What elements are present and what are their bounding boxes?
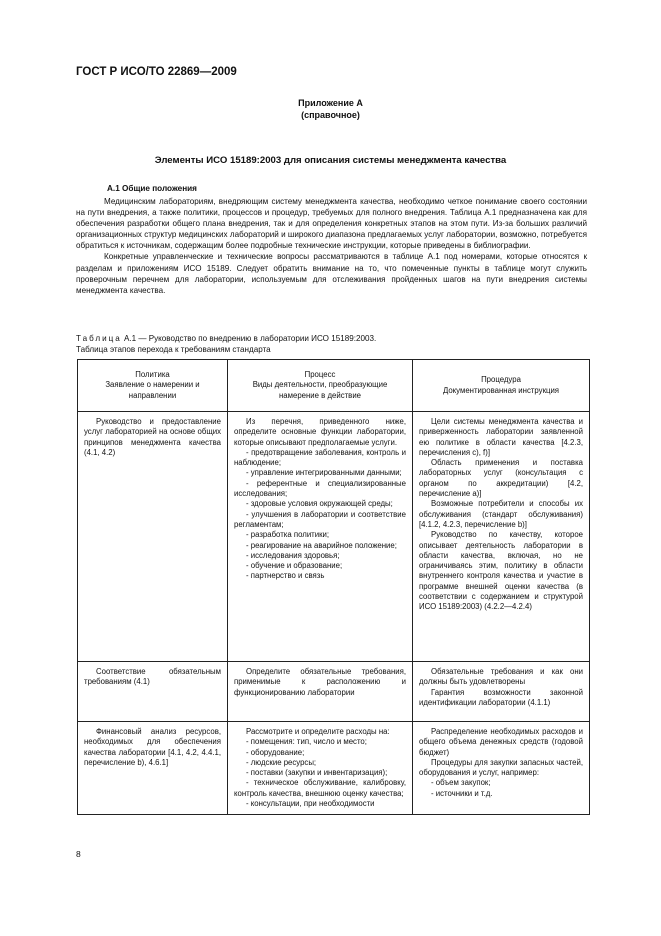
- policy-cell: Руководство и предоставление услуг лабораторией на основе общих принципов менеджмента качества (4.1, 4.2): [78, 412, 228, 662]
- table-caption-label: Таблица: [76, 334, 122, 343]
- table-row: [78, 662, 590, 722]
- table-row: [78, 412, 590, 662]
- document-title: Элементы ИСО 15189:2003 для описания системы менеджмента качества: [154, 155, 507, 166]
- procedure-cell: Обязательные требования и как они должны быть удовлетворены Гарантия возможности законной идентификации лаборатории (4.1.1): [413, 662, 590, 722]
- policy-cell: Финансовый анализ ресурсов, необходимых для обеспечения качества лаборатории [4.1, 4.2, 4.4.1, перечисление b), 4.6.1]: [78, 722, 228, 815]
- table-row: [78, 722, 590, 815]
- page-header: ГОСТ Р ИСО/ТО 22869—2009: [76, 66, 237, 78]
- annex-note: (справочное): [301, 109, 360, 120]
- page-number: 8: [76, 849, 81, 859]
- header-policy: Политика Заявление о намерении и направлении: [78, 360, 228, 412]
- section-heading: А.1 Общие положения: [107, 184, 197, 193]
- table-header-row: [78, 360, 590, 412]
- annex-title: Приложение А: [298, 98, 363, 108]
- process-cell: Из перечня, приведенного ниже, определите основные функции лаборатории, которые описывают предполагаемые услуги. - предотвращение заболевания, контроль и наблюдение; - управление интегрированными данными; - референтные и специализированные исследования; - здоровые условия окружающей среды; - улучшения в лаборатории и соответствие регламентам; - разработка политики; - реагирование на аварийное положение; - исследования здоровья; - обучение и образование; - партнерство и связь: [228, 412, 413, 662]
- body-paragraph: Конкретные управленческие и технические вопросы рассматриваются в таблице А.1 под номерами, которые относятся к разделам и приложениям ИСО 15189. Следует обратить внимание на то, что помеченные пункты в таблице могут служить проверочным перечнем для лаборатории, используемым для отслеживания пройденных шагов на пути внедрения системы менеджмента качества.: [76, 252, 587, 295]
- process-cell: Определите обязательные требования, применимые к расположению и функционированию лаборатории: [228, 662, 413, 722]
- header-process: Процесс Виды деятельности, преобразующие намерение в действие: [228, 360, 413, 412]
- annex-block: [0, 98, 661, 121]
- procedure-cell: Цели системы менеджмента качества и приверженность лаборатории заявленной ею политике в области качества [4.2.3, перечисления с), f)] Область применения и поставка лабораторных услуг (консультация с органом по аккредитации) [4.2, перечисление а)] Возможные потребители и способы их обслуживания (стандарт обслуживания) [4.1.2, 4.2.3, перечисление b)] Руководство по качеству, которое описывает деятельность лаборатории в области качества, включая, но не ограничиваясь этим, политику в области внутреннего контроля качества и участие в программе внешней оценки качества (в соответствии с содержанием и структурой ИСО 15189:2003) (4.2.2—4.2.4): [413, 412, 590, 662]
- table-caption-subtitle: Таблица этапов перехода к требованиям стандарта: [76, 345, 271, 354]
- section-body: [76, 196, 587, 296]
- body-paragraph: Медицинским лабораториям, внедряющим систему менеджмента качества, необходимо четкое понимание своего состоянии на пути внедрения, а также политики, процессов и процедур, требуемых для полного внедрения. Таблица А.1 предназначена как для обеспечения разработки общего плана внедрения, так и для определения конкретных этапов на этом пути. Из-за больших различий организационных структур медицинских лабораторий и широкого диапазона предлагаемых услуг лаборатории, возможно, потребуется обратиться к источникам, содержащим более подробные технические инструкции, которые приведены в библиографии.: [76, 197, 587, 251]
- table-caption-text: А.1 — Руководство по внедрению в лаборатории ИСО 15189:2003.: [123, 334, 377, 343]
- table-caption: [76, 333, 376, 355]
- process-cell: Рассмотрите и определите расходы на: - помещения: тип, число и место; - оборудование; - людские ресурсы; - поставки (закупки и инвентаризация); - техническое обслуживание, калибровку, контроль качества, внешнюю оценку качества; - консультации, при необходимости: [228, 722, 413, 815]
- policy-cell: Соответствие обязательным требованиям (4.1): [78, 662, 228, 722]
- header-procedure: Процедура Документированная инструкция: [413, 360, 590, 412]
- implementation-table: [77, 359, 590, 815]
- procedure-cell: Распределение необходимых расходов и общего объема денежных средств (годовой бюджет) Процедуры для закупки запасных частей, оборудования и услуг, например: - объем закупок; - источники и т.д.: [413, 722, 590, 815]
